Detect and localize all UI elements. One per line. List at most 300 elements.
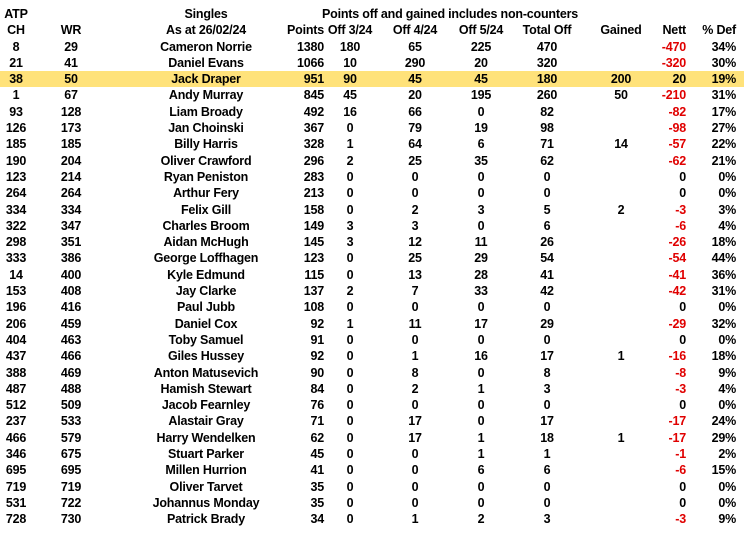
off4-cell: 12 bbox=[408, 235, 422, 250]
off5-cell: 19 bbox=[474, 121, 488, 136]
player-name: Anton Matusevich bbox=[153, 365, 259, 380]
total-off-cell: 3 bbox=[543, 381, 551, 396]
points-cell: 328 bbox=[303, 137, 324, 152]
header-off4: Off 4/24 bbox=[392, 23, 438, 38]
table-row-highlighted bbox=[0, 71, 744, 87]
table-row bbox=[0, 136, 744, 152]
ch-cell: 388 bbox=[5, 365, 27, 380]
table-row bbox=[0, 153, 744, 169]
ch-cell: 21 bbox=[9, 55, 23, 70]
player-name: Daniel Cox bbox=[174, 316, 238, 331]
off3-cell: 45 bbox=[343, 88, 357, 103]
total-off-cell: 29 bbox=[540, 316, 554, 331]
off4-cell: 1 bbox=[411, 512, 419, 527]
total-off-cell: 18 bbox=[540, 430, 554, 445]
player-name: Daniel Evans bbox=[168, 55, 244, 70]
header-off3: Off 3/24 bbox=[327, 23, 373, 38]
player-name: Ryan Peniston bbox=[163, 169, 249, 184]
ch-cell: 531 bbox=[5, 495, 27, 510]
nett-cell: -6 bbox=[675, 218, 686, 233]
off5-cell: 3 bbox=[477, 202, 485, 217]
points-cell: 84 bbox=[310, 381, 324, 396]
off3-cell: 0 bbox=[346, 186, 354, 201]
player-name: Millen Hurrion bbox=[165, 463, 247, 478]
player-name: Patrick Brady bbox=[167, 512, 245, 527]
off4-cell: 0 bbox=[411, 479, 419, 494]
off5-cell: 0 bbox=[477, 300, 485, 315]
gained-cell: 2 bbox=[617, 202, 625, 217]
table-row bbox=[0, 250, 744, 266]
wr-cell: 264 bbox=[60, 186, 82, 201]
nett-cell: -1 bbox=[675, 447, 686, 462]
points-cell: 92 bbox=[310, 316, 324, 331]
off5-cell: 17 bbox=[474, 316, 488, 331]
gained-cell: 1 bbox=[617, 349, 625, 364]
off3-cell: 2 bbox=[346, 284, 354, 299]
table-row bbox=[0, 169, 744, 185]
pct-def-cell: 9% bbox=[718, 365, 736, 380]
points-cell: 108 bbox=[303, 300, 324, 315]
off3-cell: 10 bbox=[343, 55, 357, 70]
points-cell: 91 bbox=[310, 332, 324, 347]
nett-cell: -62 bbox=[668, 153, 686, 168]
pct-def-cell: 27% bbox=[711, 121, 736, 136]
off4-cell: 11 bbox=[408, 316, 422, 331]
off3-cell: 90 bbox=[343, 72, 357, 87]
off4-cell: 0 bbox=[411, 332, 419, 347]
pct-def-cell: 19% bbox=[711, 72, 736, 87]
total-off-cell: 26 bbox=[540, 235, 554, 250]
total-off-cell: 6 bbox=[543, 463, 551, 478]
table-row bbox=[0, 218, 744, 234]
points-cell: 145 bbox=[303, 235, 324, 250]
pct-def-cell: 0% bbox=[718, 169, 736, 184]
off4-cell: 0 bbox=[411, 463, 419, 478]
wr-cell: 185 bbox=[60, 137, 82, 152]
pct-def-cell: 32% bbox=[711, 316, 736, 331]
gained-cell: 50 bbox=[614, 88, 628, 103]
off3-cell: 180 bbox=[339, 39, 361, 54]
table-row bbox=[0, 332, 744, 348]
off4-cell: 65 bbox=[408, 39, 422, 54]
ch-cell: 93 bbox=[9, 104, 23, 119]
player-name: Arthur Fery bbox=[173, 186, 239, 201]
wr-cell: 719 bbox=[60, 479, 82, 494]
off4-cell: 0 bbox=[411, 495, 419, 510]
total-off-cell: 0 bbox=[543, 479, 551, 494]
wr-cell: 386 bbox=[60, 251, 82, 266]
player-name: Charles Broom bbox=[162, 218, 250, 233]
nett-cell: 0 bbox=[679, 300, 686, 315]
wr-cell: 466 bbox=[60, 349, 82, 364]
off5-cell: 6 bbox=[477, 137, 485, 152]
nett-cell: 0 bbox=[679, 495, 686, 510]
off3-cell: 1 bbox=[346, 137, 354, 152]
total-off-cell: 41 bbox=[540, 267, 554, 282]
table-row bbox=[0, 283, 744, 299]
nett-cell: -470 bbox=[661, 39, 686, 54]
nett-cell: -17 bbox=[668, 430, 686, 445]
off5-cell: 1 bbox=[477, 381, 485, 396]
off5-cell: 35 bbox=[474, 153, 488, 168]
off4-cell: 0 bbox=[411, 169, 419, 184]
off5-cell: 0 bbox=[477, 186, 485, 201]
off3-cell: 0 bbox=[346, 512, 354, 527]
table-row bbox=[0, 365, 744, 381]
pct-def-cell: 24% bbox=[711, 414, 736, 429]
off4-cell: 20 bbox=[408, 88, 422, 103]
off4-cell: 13 bbox=[408, 267, 422, 282]
total-off-cell: 98 bbox=[540, 121, 554, 136]
off4-cell: 66 bbox=[408, 104, 422, 119]
wr-cell: 459 bbox=[60, 316, 82, 331]
nett-cell: 0 bbox=[679, 479, 686, 494]
total-off-cell: 71 bbox=[540, 137, 554, 152]
points-cell: 296 bbox=[303, 153, 324, 168]
player-name: Jacob Fearnley bbox=[161, 398, 251, 413]
ch-cell: 196 bbox=[5, 300, 27, 315]
off4-cell: 17 bbox=[408, 430, 422, 445]
off4-cell: 7 bbox=[411, 284, 419, 299]
total-off-cell: 320 bbox=[536, 55, 558, 70]
points-cell: 158 bbox=[303, 202, 324, 217]
ch-cell: 237 bbox=[5, 414, 27, 429]
ch-cell: 322 bbox=[5, 218, 27, 233]
points-cell: 149 bbox=[303, 218, 324, 233]
off5-cell: 0 bbox=[477, 365, 485, 380]
total-off-cell: 0 bbox=[543, 169, 551, 184]
table-row bbox=[0, 87, 744, 103]
total-off-cell: 0 bbox=[543, 332, 551, 347]
pct-def-cell: 15% bbox=[711, 463, 736, 478]
wr-cell: 334 bbox=[60, 202, 82, 217]
off3-cell: 0 bbox=[346, 202, 354, 217]
pct-def-cell: 17% bbox=[711, 104, 736, 119]
total-off-cell: 1 bbox=[543, 447, 551, 462]
off3-cell: 0 bbox=[346, 430, 354, 445]
off4-cell: 17 bbox=[408, 414, 422, 429]
wr-cell: 41 bbox=[64, 55, 78, 70]
points-cell: 492 bbox=[303, 104, 324, 119]
total-off-cell: 17 bbox=[540, 414, 554, 429]
player-name: Kyle Edmund bbox=[167, 267, 245, 282]
player-name: Andy Murray bbox=[168, 88, 244, 103]
points-cell: 137 bbox=[303, 284, 324, 299]
points-cell: 283 bbox=[303, 169, 324, 184]
off5-cell: 6 bbox=[477, 463, 485, 478]
nett-cell: -16 bbox=[668, 349, 686, 364]
off5-cell: 0 bbox=[477, 495, 485, 510]
nett-cell: -57 bbox=[668, 137, 686, 152]
total-off-cell: 6 bbox=[543, 218, 551, 233]
ch-cell: 333 bbox=[5, 251, 27, 266]
table-row bbox=[0, 299, 744, 315]
header-row-1 bbox=[0, 6, 744, 22]
off5-cell: 20 bbox=[474, 55, 488, 70]
pct-def-cell: 0% bbox=[718, 300, 736, 315]
nett-cell: -3 bbox=[675, 202, 686, 217]
nett-cell: -3 bbox=[675, 512, 686, 527]
ch-cell: 695 bbox=[5, 463, 27, 478]
nett-cell: -26 bbox=[668, 235, 686, 250]
player-name: Billy Harris bbox=[174, 137, 238, 152]
nett-cell: -41 bbox=[668, 267, 686, 282]
points-cell: 115 bbox=[304, 267, 324, 282]
pct-def-cell: 21% bbox=[711, 153, 736, 168]
player-name: Giles Hussey bbox=[167, 349, 245, 364]
ch-cell: 14 bbox=[9, 267, 23, 282]
off4-cell: 25 bbox=[408, 153, 422, 168]
off3-cell: 0 bbox=[346, 463, 354, 478]
wr-cell: 29 bbox=[64, 39, 78, 54]
points-cell: 45 bbox=[310, 447, 324, 462]
player-name: Cameron Norrie bbox=[160, 39, 252, 54]
off5-cell: 28 bbox=[474, 267, 488, 282]
total-off-cell: 54 bbox=[540, 251, 554, 266]
total-off-cell: 470 bbox=[536, 39, 558, 54]
ch-cell: 264 bbox=[5, 186, 27, 201]
wr-cell: 351 bbox=[60, 235, 82, 250]
ch-cell: 466 bbox=[5, 430, 27, 445]
off5-cell: 225 bbox=[470, 39, 492, 54]
header-note: Points off and gained includes non-counters bbox=[322, 7, 578, 21]
off4-cell: 0 bbox=[411, 398, 419, 413]
off4-cell: 0 bbox=[411, 186, 419, 201]
rankings-table bbox=[0, 6, 744, 528]
header-as-at: As at 26/02/24 bbox=[166, 23, 246, 38]
player-name: Aidan McHugh bbox=[163, 235, 249, 250]
off3-cell: 3 bbox=[346, 235, 354, 250]
wr-cell: 347 bbox=[60, 218, 82, 233]
points-cell: 35 bbox=[310, 479, 324, 494]
table-body bbox=[0, 39, 744, 528]
off5-cell: 0 bbox=[477, 479, 485, 494]
off4-cell: 25 bbox=[408, 251, 422, 266]
ch-cell: 190 bbox=[5, 153, 27, 168]
off4-cell: 0 bbox=[411, 447, 419, 462]
off3-cell: 0 bbox=[346, 267, 354, 282]
table-row bbox=[0, 348, 744, 364]
off5-cell: 1 bbox=[477, 447, 485, 462]
off4-cell: 45 bbox=[408, 72, 422, 87]
ch-cell: 334 bbox=[5, 202, 27, 217]
header-total-off: Total Off bbox=[522, 23, 572, 38]
off5-cell: 29 bbox=[474, 251, 488, 266]
pct-def-cell: 0% bbox=[718, 479, 736, 494]
player-name: Oliver Crawford bbox=[160, 153, 252, 168]
nett-cell: 0 bbox=[679, 169, 686, 184]
player-name: Stuart Parker bbox=[168, 447, 244, 462]
nett-cell: 20 bbox=[672, 72, 686, 87]
off4-cell: 8 bbox=[411, 365, 419, 380]
total-off-cell: 260 bbox=[536, 88, 558, 103]
table-row bbox=[0, 267, 744, 283]
wr-cell: 416 bbox=[60, 300, 82, 315]
off3-cell: 0 bbox=[346, 381, 354, 396]
header-wr: WR bbox=[60, 23, 82, 38]
off3-cell: 2 bbox=[346, 153, 354, 168]
player-name: Alastair Gray bbox=[168, 414, 244, 429]
points-cell: 213 bbox=[303, 186, 324, 201]
player-name: Hamish Stewart bbox=[160, 381, 252, 396]
points-cell: 76 bbox=[310, 398, 324, 413]
wr-cell: 469 bbox=[60, 365, 82, 380]
table-row bbox=[0, 55, 744, 71]
pct-def-cell: 22% bbox=[711, 137, 736, 152]
nett-cell: -42 bbox=[668, 284, 686, 299]
header-atp: ATP bbox=[4, 7, 28, 21]
ch-cell: 38 bbox=[9, 72, 23, 87]
total-off-cell: 8 bbox=[543, 365, 551, 380]
off5-cell: 11 bbox=[474, 235, 488, 250]
off5-cell: 0 bbox=[477, 414, 485, 429]
nett-cell: 0 bbox=[679, 398, 686, 413]
ch-cell: 153 bbox=[5, 284, 27, 299]
points-cell: 123 bbox=[303, 251, 324, 266]
off5-cell: 0 bbox=[477, 332, 485, 347]
off5-cell: 195 bbox=[470, 88, 492, 103]
ch-cell: 126 bbox=[5, 121, 27, 136]
table-row bbox=[0, 39, 744, 55]
wr-cell: 50 bbox=[64, 72, 78, 87]
table-row bbox=[0, 120, 744, 136]
total-off-cell: 62 bbox=[540, 153, 554, 168]
total-off-cell: 5 bbox=[543, 202, 551, 217]
nett-cell: -54 bbox=[668, 251, 686, 266]
player-name: Felix Gill bbox=[180, 202, 232, 217]
nett-cell: -29 bbox=[668, 316, 686, 331]
gained-cell: 200 bbox=[610, 72, 632, 87]
off5-cell: 0 bbox=[477, 104, 485, 119]
off3-cell: 0 bbox=[346, 398, 354, 413]
points-cell: 41 bbox=[310, 463, 324, 478]
nett-cell: -210 bbox=[661, 88, 686, 103]
table-row bbox=[0, 185, 744, 201]
off4-cell: 0 bbox=[411, 300, 419, 315]
total-off-cell: 0 bbox=[543, 495, 551, 510]
pct-def-cell: 18% bbox=[711, 235, 736, 250]
table-row bbox=[0, 397, 744, 413]
pct-def-cell: 2% bbox=[718, 447, 736, 462]
off4-cell: 3 bbox=[411, 218, 419, 233]
wr-cell: 509 bbox=[60, 398, 82, 413]
wr-cell: 400 bbox=[60, 267, 82, 282]
off3-cell: 0 bbox=[346, 495, 354, 510]
off3-cell: 1 bbox=[346, 316, 354, 331]
pct-def-cell: 0% bbox=[718, 332, 736, 347]
pct-def-cell: 4% bbox=[718, 381, 736, 396]
off3-cell: 0 bbox=[346, 447, 354, 462]
player-name: Paul Jubb bbox=[177, 300, 235, 315]
gained-cell: 1 bbox=[617, 430, 625, 445]
off3-cell: 3 bbox=[346, 218, 354, 233]
pct-def-cell: 31% bbox=[711, 284, 736, 299]
ch-cell: 206 bbox=[5, 316, 27, 331]
off5-cell: 0 bbox=[477, 398, 485, 413]
player-name: Jay Clarke bbox=[175, 284, 237, 299]
ch-cell: 8 bbox=[12, 39, 20, 54]
wr-cell: 463 bbox=[60, 332, 82, 347]
header-points: Points bbox=[287, 23, 324, 38]
header-singles: Singles bbox=[184, 7, 228, 21]
points-cell: 62 bbox=[310, 430, 324, 445]
ch-cell: 298 bbox=[5, 235, 27, 250]
pct-def-cell: 44% bbox=[711, 251, 736, 266]
ch-cell: 487 bbox=[5, 381, 27, 396]
ch-cell: 185 bbox=[5, 137, 27, 152]
off5-cell: 16 bbox=[474, 349, 488, 364]
wr-cell: 128 bbox=[60, 104, 82, 119]
points-cell: 34 bbox=[310, 512, 324, 527]
off3-cell: 0 bbox=[346, 251, 354, 266]
wr-cell: 173 bbox=[60, 121, 82, 136]
table-row bbox=[0, 495, 744, 511]
pct-def-cell: 9% bbox=[718, 512, 736, 527]
pct-def-cell: 0% bbox=[718, 495, 736, 510]
wr-cell: 533 bbox=[60, 414, 82, 429]
points-cell: 71 bbox=[310, 414, 324, 429]
ch-cell: 346 bbox=[5, 447, 27, 462]
off4-cell: 290 bbox=[404, 55, 426, 70]
pct-def-cell: 34% bbox=[711, 39, 736, 54]
total-off-cell: 17 bbox=[540, 349, 554, 364]
points-cell: 845 bbox=[303, 88, 324, 103]
pct-def-cell: 36% bbox=[711, 267, 736, 282]
wr-cell: 204 bbox=[60, 153, 82, 168]
header-off5: Off 5/24 bbox=[458, 23, 504, 38]
table-row bbox=[0, 104, 744, 120]
wr-cell: 579 bbox=[60, 430, 82, 445]
off5-cell: 0 bbox=[477, 169, 485, 184]
off3-cell: 0 bbox=[346, 300, 354, 315]
total-off-cell: 42 bbox=[540, 284, 554, 299]
header-ch: CH bbox=[7, 23, 25, 38]
points-cell: 1066 bbox=[296, 55, 324, 70]
nett-cell: -6 bbox=[675, 463, 686, 478]
nett-cell: -320 bbox=[661, 55, 686, 70]
pct-def-cell: 30% bbox=[711, 55, 736, 70]
off4-cell: 2 bbox=[411, 202, 419, 217]
ch-cell: 512 bbox=[5, 398, 27, 413]
off3-cell: 0 bbox=[346, 365, 354, 380]
nett-cell: 0 bbox=[679, 332, 686, 347]
off3-cell: 0 bbox=[346, 169, 354, 184]
ch-cell: 719 bbox=[5, 479, 27, 494]
nett-cell: -8 bbox=[675, 365, 686, 380]
ch-cell: 1 bbox=[12, 88, 20, 103]
wr-cell: 408 bbox=[60, 284, 82, 299]
off3-cell: 16 bbox=[343, 104, 357, 119]
off3-cell: 0 bbox=[346, 332, 354, 347]
off5-cell: 0 bbox=[477, 218, 485, 233]
points-cell: 92 bbox=[310, 349, 324, 364]
player-name: Johannus Monday bbox=[152, 495, 260, 510]
nett-cell: -3 bbox=[675, 381, 686, 396]
wr-cell: 488 bbox=[60, 381, 82, 396]
pct-def-cell: 0% bbox=[718, 186, 736, 201]
wr-cell: 695 bbox=[60, 463, 82, 478]
table-row bbox=[0, 446, 744, 462]
total-off-cell: 3 bbox=[543, 512, 551, 527]
pct-def-cell: 4% bbox=[718, 218, 736, 233]
table-row bbox=[0, 413, 744, 429]
header-gained: Gained bbox=[600, 23, 642, 38]
nett-cell: -98 bbox=[668, 121, 686, 136]
pct-def-cell: 29% bbox=[711, 430, 736, 445]
off3-cell: 0 bbox=[346, 414, 354, 429]
table-row bbox=[0, 234, 744, 250]
pct-def-cell: 3% bbox=[718, 202, 736, 217]
